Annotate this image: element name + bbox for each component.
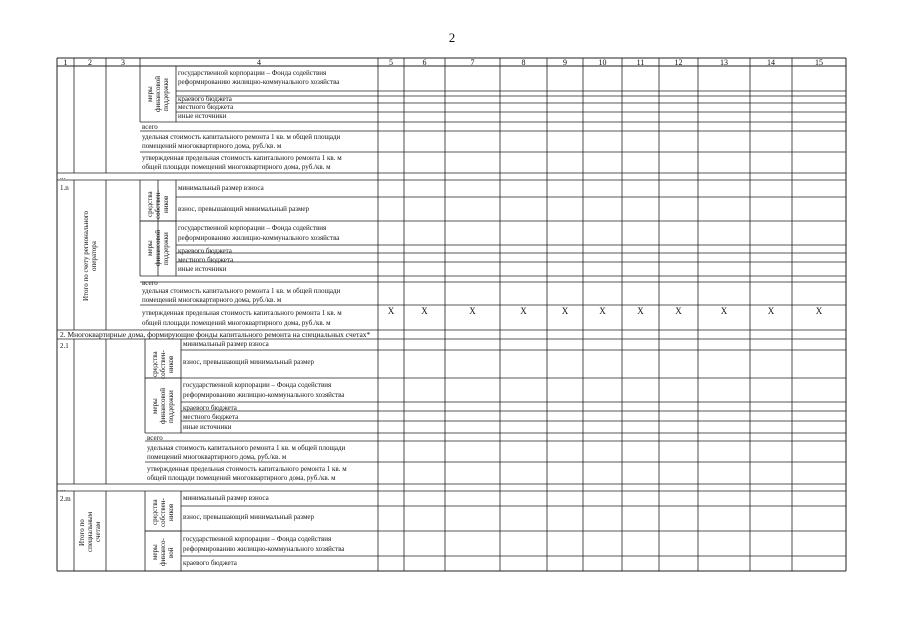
x-mark: X xyxy=(520,306,527,316)
total-special-label: Итого по xyxy=(78,518,86,546)
page-number: 2 xyxy=(448,30,456,45)
cell-text: краевого бюджета xyxy=(183,404,237,412)
cell-text: общей площади помещений многоквартирного дома, руб./кв. м xyxy=(142,163,331,171)
support-label: меры xyxy=(146,240,154,256)
support-label: меры xyxy=(151,544,159,560)
cell-text: краевого бюджета xyxy=(178,95,232,103)
cell-text: реформированию жилищно-коммунального хозяйства xyxy=(178,78,340,86)
cell-text: помещений многоквартирного дома, руб./кв. м xyxy=(147,453,287,461)
support-label: меры xyxy=(151,398,159,414)
support-label: финансовой xyxy=(154,230,162,266)
row-number: 2.m xyxy=(60,495,71,503)
cell-text: минимальный размер взноса xyxy=(178,184,264,192)
cell-text: взнос, превышающий минимальный размер xyxy=(178,205,309,213)
cell-text: всего xyxy=(147,434,163,442)
total-regop-label: Итого по счету регионального xyxy=(82,210,90,301)
section-heading: 2. Многоквартирные дома, формирующие фонды капитального ремонта на специальных счетах* xyxy=(60,330,371,339)
cell-text: иные источники xyxy=(178,265,227,273)
support-label: финансовой xyxy=(159,388,167,424)
x-mark: X xyxy=(599,306,606,316)
header-col-9: 9 xyxy=(563,58,567,67)
header-col-8: 8 xyxy=(521,58,526,67)
total-regop-label: оператора xyxy=(90,241,98,271)
cell-text: краевого бюджета xyxy=(178,247,232,255)
cell-text: государственной корпорации – Фонда содействия xyxy=(178,69,327,77)
x-mark: X xyxy=(767,306,775,316)
cell-text: общей площади помещений многоквартирного дома, руб./кв. м xyxy=(147,474,336,482)
support-label: финансо- xyxy=(159,538,167,566)
header-col-3: 3 xyxy=(121,58,125,67)
cell-text: краевого бюджета xyxy=(183,559,237,567)
x-mark: X xyxy=(469,306,476,316)
header-col-7: 7 xyxy=(470,58,475,67)
cell-text: удельная стоимость капитального ремонта 1 кв. м общей площади xyxy=(142,287,341,295)
cell-text: удельная стоимость капитального ремонта 1 кв. м общей площади xyxy=(142,133,341,141)
header-col-5: 5 xyxy=(389,58,393,67)
cell-text: взнос, превышающий минимальный размер xyxy=(183,358,314,366)
header-col-1: 1 xyxy=(63,58,68,67)
support-label: меры xyxy=(146,86,154,102)
row-number: 2.1 xyxy=(60,342,69,350)
x-mark: X xyxy=(815,306,823,316)
cell-text: местного бюджета xyxy=(178,256,234,264)
cell-text: минимальный размер взноса xyxy=(183,340,269,348)
cell-text: общей площади помещений многоквартирного дома, руб./кв. м xyxy=(142,319,331,327)
cell-text: государственной корпорации – Фонда содействия xyxy=(183,535,332,543)
cell-text: утвержденная предельная стоимость капитального ремонта 1 кв. м xyxy=(142,154,342,162)
header-col-14: 14 xyxy=(767,58,775,67)
cell-text: местного бюджета xyxy=(183,413,239,421)
cell-text: утвержденная предельная стоимость капитального ремонта 1 кв. м xyxy=(142,309,342,317)
cell-text: всего xyxy=(142,279,158,287)
cell-text: государственной корпорации – Фонда содействия xyxy=(183,381,332,389)
cell-text: взнос, превышающий минимальный размер xyxy=(183,513,314,521)
cell-text: местного бюджета xyxy=(178,103,234,111)
support-label: финансовой xyxy=(154,76,162,112)
header-col-6: 6 xyxy=(422,58,427,67)
total-special-label: специальным xyxy=(86,511,94,552)
owners-label: средства xyxy=(146,191,154,217)
support-label: поддержки xyxy=(167,389,175,423)
cell-text: государственной корпорации – Фонда содействия xyxy=(178,224,327,232)
owners-label: собствен- xyxy=(159,497,167,527)
header-col-12: 12 xyxy=(674,58,683,67)
header-col-2: 2 xyxy=(88,58,92,67)
support-label: поддержки xyxy=(162,77,170,111)
cell-text: реформированию жилищно-коммунального хозяйства xyxy=(183,545,345,553)
owners-label: собствен- xyxy=(159,349,167,379)
x-mark: X xyxy=(387,306,395,316)
total-special-label: счетам xyxy=(94,521,102,542)
cell-text: помещений многоквартирного дома, руб./кв. м xyxy=(142,296,282,304)
x-mark: X xyxy=(561,306,569,316)
row-number: 1.n xyxy=(60,184,69,192)
ellipsis-row: ... xyxy=(60,485,66,493)
x-mark: X xyxy=(421,306,428,316)
cell-text: утвержденная предельная стоимость капитального ремонта 1 кв. м xyxy=(147,465,347,473)
x-mark: X xyxy=(637,306,644,316)
cell-text: помещений многоквартирного дома, руб./кв. м xyxy=(142,142,282,150)
owners-label: ников xyxy=(167,355,175,373)
header-col-13: 13 xyxy=(720,58,728,67)
support-label: вой xyxy=(167,546,175,558)
cell-text: удельная стоимость капитального ремонта 1 кв. м общей площади xyxy=(147,444,346,452)
header-col-15: 15 xyxy=(815,58,823,67)
header-col-10: 10 xyxy=(598,58,607,67)
ellipsis-row: ... xyxy=(60,173,66,181)
cell-text: иные источники xyxy=(183,423,232,431)
header-col-11: 11 xyxy=(636,58,645,67)
cell-text: реформированию жилищно-коммунального хозяйства xyxy=(178,234,340,242)
header-col-4: 4 xyxy=(257,58,261,67)
cell-text: всего xyxy=(142,123,158,131)
owners-label: средства xyxy=(151,499,159,525)
x-mark: X xyxy=(720,306,728,316)
x-mark: X xyxy=(675,306,682,316)
cell-text: минимальный размер взноса xyxy=(183,494,269,502)
owners-label: ников xyxy=(167,503,175,521)
owners-label: ников xyxy=(162,195,170,213)
owners-label: собствен- xyxy=(154,189,162,219)
support-label: поддержки xyxy=(162,231,170,265)
owners-label: средства xyxy=(151,351,159,377)
cell-text: реформированию жилищно-коммунального хозяйства xyxy=(183,391,345,399)
cell-text: иные источники xyxy=(178,112,227,120)
